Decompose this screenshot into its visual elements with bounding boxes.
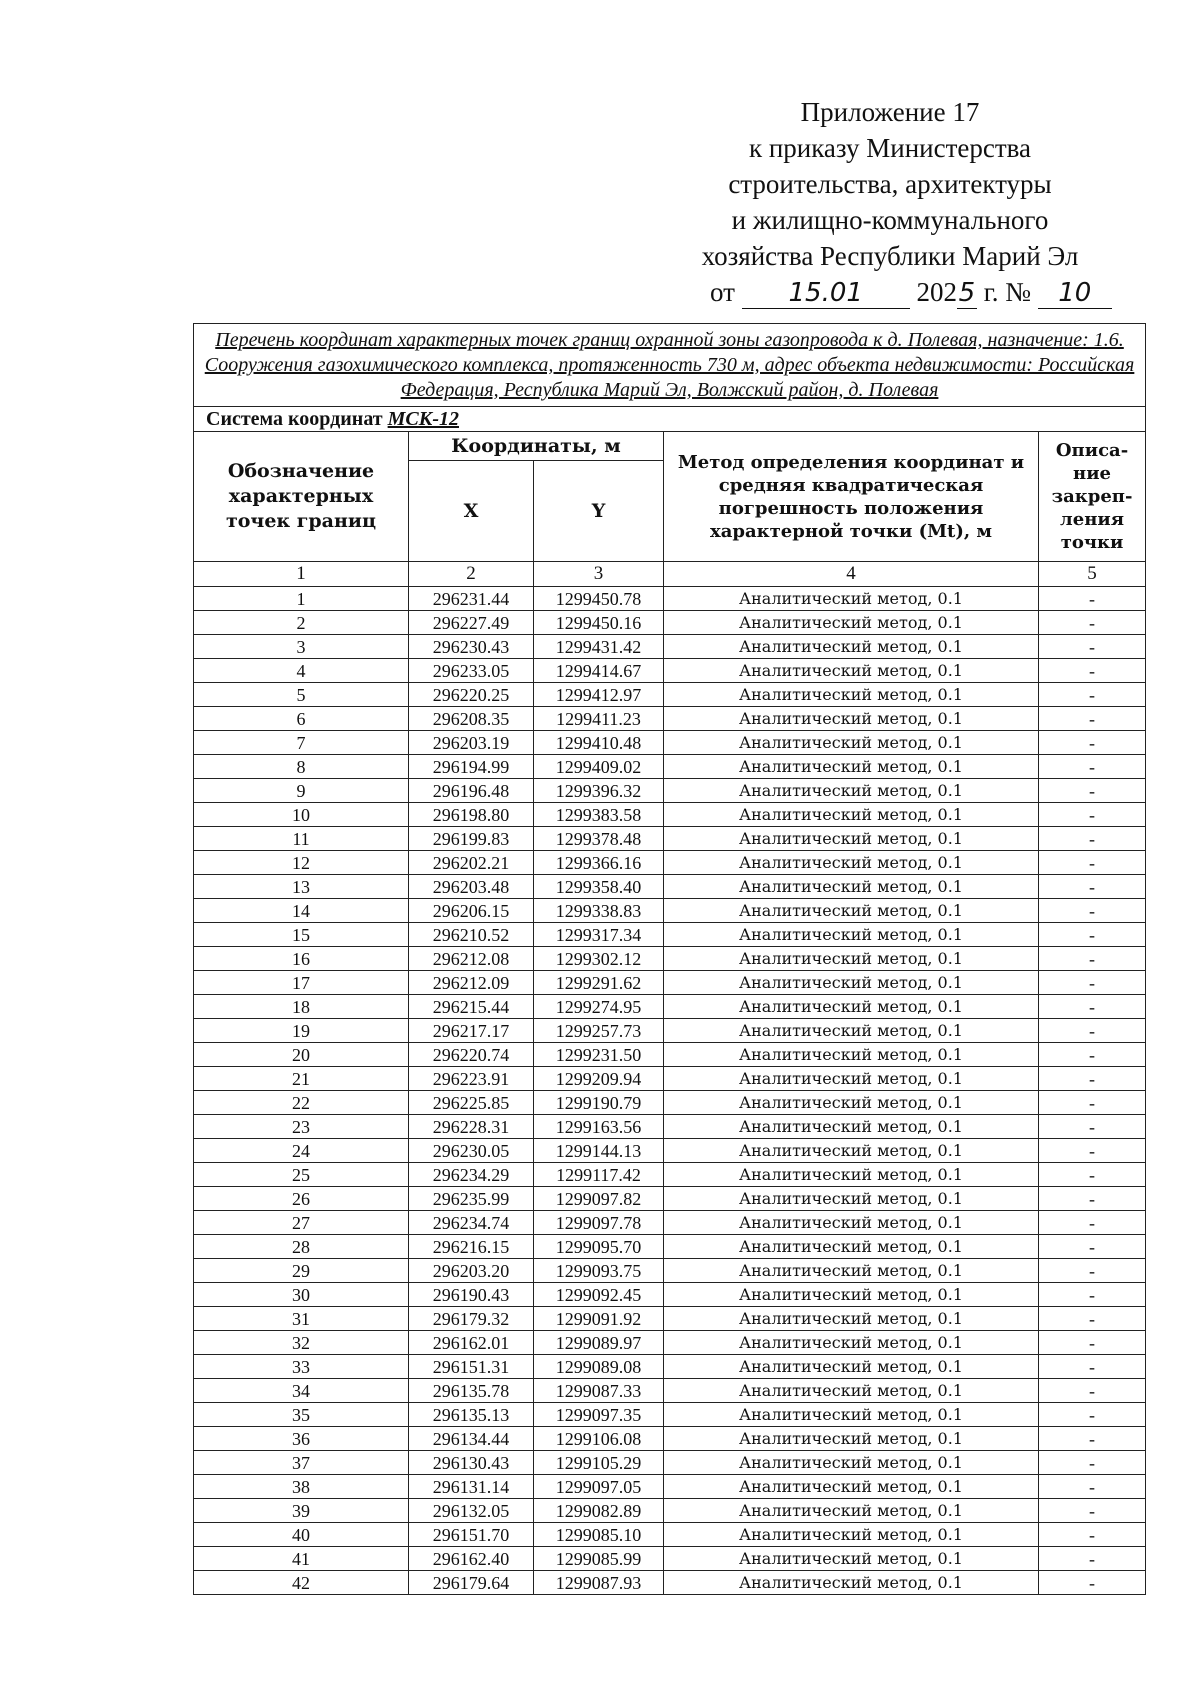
method-cell: Аналитический метод, 0.1: [664, 1523, 1039, 1547]
table-row: [194, 635, 1146, 659]
x-coord-cell: 296231.44: [409, 587, 534, 611]
x-coord-cell: 296199.83: [409, 827, 534, 851]
method-cell: Аналитический метод, 0.1: [664, 995, 1039, 1019]
col-number: 1: [194, 562, 409, 587]
y-coord-cell: 1299412.97: [534, 683, 664, 707]
y-coord-cell: 1299414.67: [534, 659, 664, 683]
table-row: [194, 1499, 1146, 1523]
description-cell: -: [1039, 1403, 1146, 1427]
point-id-cell: 29: [194, 1259, 409, 1283]
y-coord-cell: 1299431.42: [534, 635, 664, 659]
method-cell: Аналитический метод, 0.1: [664, 1547, 1039, 1571]
coordinates-table-body: [194, 587, 1146, 1595]
y-coord-cell: 1299106.08: [534, 1427, 664, 1451]
description-cell: -: [1039, 947, 1146, 971]
description-cell: -: [1039, 659, 1146, 683]
x-coord-cell: 296227.49: [409, 611, 534, 635]
table-row: [194, 971, 1146, 995]
point-id-cell: 5: [194, 683, 409, 707]
x-coord-cell: 296130.43: [409, 1451, 534, 1475]
description-cell: -: [1039, 1451, 1146, 1475]
col-number: 4: [664, 562, 1039, 587]
point-id-cell: 27: [194, 1211, 409, 1235]
x-coord-cell: 296151.31: [409, 1355, 534, 1379]
description-cell: -: [1039, 1139, 1146, 1163]
method-cell: Аналитический метод, 0.1: [664, 1331, 1039, 1355]
point-id-cell: 34: [194, 1379, 409, 1403]
col-header-y: Y: [534, 461, 664, 562]
table-row: [194, 1283, 1146, 1307]
y-coord-cell: 1299082.89: [534, 1499, 664, 1523]
coordinates-table-container: [193, 323, 1145, 1595]
table-row: [194, 1067, 1146, 1091]
x-coord-cell: 296220.25: [409, 683, 534, 707]
method-cell: Аналитический метод, 0.1: [664, 851, 1039, 875]
description-cell: -: [1039, 587, 1146, 611]
table-row: [194, 731, 1146, 755]
table-row: [194, 1523, 1146, 1547]
x-coord-cell: 296203.48: [409, 875, 534, 899]
method-cell: Аналитический метод, 0.1: [664, 827, 1039, 851]
method-cell: Аналитический метод, 0.1: [664, 1139, 1039, 1163]
description-cell: -: [1039, 707, 1146, 731]
y-coord-cell: 1299366.16: [534, 851, 664, 875]
description-cell: -: [1039, 1571, 1146, 1595]
method-cell: Аналитический метод, 0.1: [664, 1019, 1039, 1043]
x-coord-cell: 296162.40: [409, 1547, 534, 1571]
y-coord-cell: 1299378.48: [534, 827, 664, 851]
method-cell: Аналитический метод, 0.1: [664, 947, 1039, 971]
point-id-cell: 35: [194, 1403, 409, 1427]
point-id-cell: 40: [194, 1523, 409, 1547]
table-row: [194, 995, 1146, 1019]
order-date-handwritten: 15.01: [742, 278, 910, 309]
point-id-cell: 2: [194, 611, 409, 635]
method-cell: Аналитический метод, 0.1: [664, 875, 1039, 899]
method-cell: Аналитический метод, 0.1: [664, 779, 1039, 803]
description-cell: -: [1039, 1475, 1146, 1499]
method-cell: Аналитический метод, 0.1: [664, 1211, 1039, 1235]
method-cell: Аналитический метод, 0.1: [664, 707, 1039, 731]
method-cell: Аналитический метод, 0.1: [664, 1067, 1039, 1091]
y-coord-cell: 1299087.33: [534, 1379, 664, 1403]
description-cell: -: [1039, 1379, 1146, 1403]
table-row: [194, 875, 1146, 899]
y-coord-cell: 1299274.95: [534, 995, 664, 1019]
method-cell: Аналитический метод, 0.1: [664, 803, 1039, 827]
point-id-cell: 31: [194, 1307, 409, 1331]
x-coord-cell: 296234.29: [409, 1163, 534, 1187]
y-coord-cell: 1299089.97: [534, 1331, 664, 1355]
x-coord-cell: 296196.48: [409, 779, 534, 803]
table-row: [194, 1403, 1146, 1427]
method-cell: Аналитический метод, 0.1: [664, 1283, 1039, 1307]
year-handwritten: 5: [958, 278, 976, 308]
description-cell: -: [1039, 1547, 1146, 1571]
description-cell: -: [1039, 803, 1146, 827]
point-id-cell: 6: [194, 707, 409, 731]
table-row: [194, 1139, 1146, 1163]
description-cell: -: [1039, 1091, 1146, 1115]
y-coord-cell: 1299105.29: [534, 1451, 664, 1475]
y-coord-cell: 1299097.82: [534, 1187, 664, 1211]
coordinate-system-value: МСК-12: [387, 408, 459, 430]
x-coord-cell: 296179.32: [409, 1307, 534, 1331]
description-cell: -: [1039, 1427, 1146, 1451]
point-id-cell: 21: [194, 1067, 409, 1091]
y-coord-cell: 1299409.02: [534, 755, 664, 779]
description-cell: -: [1039, 611, 1146, 635]
x-coord-cell: 296203.19: [409, 731, 534, 755]
point-id-cell: 39: [194, 1499, 409, 1523]
x-coord-cell: 296230.05: [409, 1139, 534, 1163]
col-header-method: Метод определения координат и средняя квадратическая погрешность положения характерной точки (Mt), м: [664, 432, 1039, 562]
ministry-line-3: хозяйства Республики Марий Эл: [701, 241, 1079, 271]
coordinate-system-label: Система координат: [206, 408, 383, 430]
y-coord-cell: 1299410.48: [534, 731, 664, 755]
y-coord-cell: 1299089.08: [534, 1355, 664, 1379]
y-coord-cell: 1299257.73: [534, 1019, 664, 1043]
y-coord-cell: 1299093.75: [534, 1259, 664, 1283]
table-row: [194, 659, 1146, 683]
x-coord-cell: 296230.43: [409, 635, 534, 659]
table-row: [194, 587, 1146, 611]
description-cell: -: [1039, 779, 1146, 803]
x-coord-cell: 296210.52: [409, 923, 534, 947]
description-cell: -: [1039, 1499, 1146, 1523]
x-coord-cell: 296223.91: [409, 1067, 534, 1091]
point-id-cell: 13: [194, 875, 409, 899]
y-coord-cell: 1299396.32: [534, 779, 664, 803]
point-id-cell: 20: [194, 1043, 409, 1067]
description-cell: -: [1039, 1043, 1146, 1067]
y-coord-cell: 1299291.62: [534, 971, 664, 995]
method-cell: Аналитический метод, 0.1: [664, 1091, 1039, 1115]
y-coord-cell: 1299190.79: [534, 1091, 664, 1115]
table-row: [194, 1043, 1146, 1067]
table-title: Перечень координат характерных точек границ охранной зоны газопровода к д. Полевая, назначение: 1.6. Сооружения газохимического комплекса, протяженность 730 м, адрес объекта недвижимости: Российская Федерация, Республика Марий Эл, Волжский район, д. Полевая: [194, 324, 1146, 407]
description-cell: -: [1039, 1067, 1146, 1091]
point-id-cell: 28: [194, 1235, 409, 1259]
order-number-handwritten: 10: [1038, 278, 1112, 309]
method-cell: Аналитический метод, 0.1: [664, 1259, 1039, 1283]
document-header: [660, 94, 1120, 310]
x-coord-cell: 296206.15: [409, 899, 534, 923]
x-coord-cell: 296233.05: [409, 659, 534, 683]
coordinates-table: [193, 323, 1146, 1595]
point-id-cell: 8: [194, 755, 409, 779]
col-number: 5: [1039, 562, 1146, 587]
point-id-cell: 30: [194, 1283, 409, 1307]
description-cell: -: [1039, 683, 1146, 707]
x-coord-cell: 296215.44: [409, 995, 534, 1019]
col-number: 3: [534, 562, 664, 587]
coordinate-system: [194, 407, 1146, 432]
point-id-cell: 15: [194, 923, 409, 947]
method-cell: Аналитический метод, 0.1: [664, 971, 1039, 995]
col-header-designation: Обозначение характерных точек границ: [194, 432, 409, 562]
point-id-cell: 24: [194, 1139, 409, 1163]
ministry-line-1: строительства, архитектуры: [728, 169, 1052, 199]
table-row: [194, 1211, 1146, 1235]
table-row: [194, 947, 1146, 971]
y-coord-cell: 1299092.45: [534, 1283, 664, 1307]
table-row: [194, 1019, 1146, 1043]
method-cell: Аналитический метод, 0.1: [664, 1235, 1039, 1259]
table-row: [194, 1427, 1146, 1451]
table-row: [194, 1235, 1146, 1259]
table-row: [194, 923, 1146, 947]
x-coord-cell: 296212.08: [409, 947, 534, 971]
y-coord-cell: 1299085.99: [534, 1547, 664, 1571]
x-coord-cell: 296217.17: [409, 1019, 534, 1043]
x-coord-cell: 296203.20: [409, 1259, 534, 1283]
y-coord-cell: 1299450.78: [534, 587, 664, 611]
description-cell: -: [1039, 1163, 1146, 1187]
x-coord-cell: 296235.99: [409, 1187, 534, 1211]
column-numbers-row: [194, 562, 1146, 587]
x-coord-cell: 296225.85: [409, 1091, 534, 1115]
description-cell: -: [1039, 1331, 1146, 1355]
y-coord-cell: 1299097.05: [534, 1475, 664, 1499]
method-cell: Аналитический метод, 0.1: [664, 659, 1039, 683]
table-row: [194, 1547, 1146, 1571]
y-coord-cell: 1299209.94: [534, 1067, 664, 1091]
method-cell: Аналитический метод, 0.1: [664, 1475, 1039, 1499]
method-cell: Аналитический метод, 0.1: [664, 1403, 1039, 1427]
y-coord-cell: 1299338.83: [534, 899, 664, 923]
table-row: [194, 1259, 1146, 1283]
description-cell: -: [1039, 875, 1146, 899]
col-number: 2: [409, 562, 534, 587]
point-id-cell: 22: [194, 1091, 409, 1115]
point-id-cell: 9: [194, 779, 409, 803]
description-cell: -: [1039, 1355, 1146, 1379]
x-coord-cell: 296198.80: [409, 803, 534, 827]
point-id-cell: 26: [194, 1187, 409, 1211]
x-coord-cell: 296135.13: [409, 1403, 534, 1427]
method-cell: Аналитический метод, 0.1: [664, 1499, 1039, 1523]
x-coord-cell: 296132.05: [409, 1499, 534, 1523]
table-row: [194, 755, 1146, 779]
x-coord-cell: 296202.21: [409, 851, 534, 875]
x-coord-cell: 296212.09: [409, 971, 534, 995]
point-id-cell: 7: [194, 731, 409, 755]
description-cell: -: [1039, 1523, 1146, 1547]
description-cell: -: [1039, 1187, 1146, 1211]
method-cell: Аналитический метод, 0.1: [664, 611, 1039, 635]
x-coord-cell: 296134.44: [409, 1427, 534, 1451]
table-row: [194, 1571, 1146, 1595]
x-coord-cell: 296234.74: [409, 1211, 534, 1235]
point-id-cell: 38: [194, 1475, 409, 1499]
description-cell: -: [1039, 1019, 1146, 1043]
method-cell: Аналитический метод, 0.1: [664, 899, 1039, 923]
point-id-cell: 18: [194, 995, 409, 1019]
table-row: [194, 851, 1146, 875]
point-id-cell: 32: [194, 1331, 409, 1355]
y-coord-cell: 1299358.40: [534, 875, 664, 899]
point-id-cell: 33: [194, 1355, 409, 1379]
col-header-x: X: [409, 461, 534, 562]
method-cell: Аналитический метод, 0.1: [664, 1379, 1039, 1403]
method-cell: Аналитический метод, 0.1: [664, 923, 1039, 947]
point-id-cell: 37: [194, 1451, 409, 1475]
table-row: [194, 1475, 1146, 1499]
method-cell: Аналитический метод, 0.1: [664, 1427, 1039, 1451]
description-cell: -: [1039, 851, 1146, 875]
y-coord-cell: 1299302.12: [534, 947, 664, 971]
method-cell: Аналитический метод, 0.1: [664, 1451, 1039, 1475]
method-cell: Аналитический метод, 0.1: [664, 1115, 1039, 1139]
point-id-cell: 10: [194, 803, 409, 827]
point-id-cell: 16: [194, 947, 409, 971]
table-row: [194, 1355, 1146, 1379]
table-row: [194, 707, 1146, 731]
x-coord-cell: 296228.31: [409, 1115, 534, 1139]
point-id-cell: 23: [194, 1115, 409, 1139]
point-id-cell: 12: [194, 851, 409, 875]
description-cell: -: [1039, 1211, 1146, 1235]
y-coord-cell: 1299097.35: [534, 1403, 664, 1427]
method-cell: Аналитический метод, 0.1: [664, 1163, 1039, 1187]
method-cell: Аналитический метод, 0.1: [664, 755, 1039, 779]
appendix-title: Приложение 17: [800, 97, 980, 127]
order-number-label: г. №: [983, 277, 1031, 307]
table-row: [194, 827, 1146, 851]
description-cell: -: [1039, 971, 1146, 995]
method-cell: Аналитический метод, 0.1: [664, 1043, 1039, 1067]
table-row: [194, 899, 1146, 923]
description-cell: -: [1039, 827, 1146, 851]
y-coord-cell: 1299383.58: [534, 803, 664, 827]
col-header-description: Описа-ние закреп-ления точки: [1039, 432, 1146, 562]
table-row: [194, 1163, 1146, 1187]
table-row: [194, 1451, 1146, 1475]
x-coord-cell: 296131.14: [409, 1475, 534, 1499]
table-row: [194, 1331, 1146, 1355]
description-cell: -: [1039, 755, 1146, 779]
y-coord-cell: 1299095.70: [534, 1235, 664, 1259]
x-coord-cell: 296220.74: [409, 1043, 534, 1067]
point-id-cell: 1: [194, 587, 409, 611]
order-date-line: [660, 274, 1120, 310]
point-id-cell: 11: [194, 827, 409, 851]
method-cell: Аналитический метод, 0.1: [664, 683, 1039, 707]
description-cell: -: [1039, 635, 1146, 659]
y-coord-cell: 1299411.23: [534, 707, 664, 731]
table-row: [194, 1115, 1146, 1139]
point-id-cell: 4: [194, 659, 409, 683]
method-cell: Аналитический метод, 0.1: [664, 731, 1039, 755]
description-cell: -: [1039, 923, 1146, 947]
point-id-cell: 25: [194, 1163, 409, 1187]
method-cell: Аналитический метод, 0.1: [664, 1355, 1039, 1379]
x-coord-cell: 296208.35: [409, 707, 534, 731]
y-coord-cell: 1299163.56: [534, 1115, 664, 1139]
method-cell: Аналитический метод, 0.1: [664, 635, 1039, 659]
y-coord-cell: 1299091.92: [534, 1307, 664, 1331]
x-coord-cell: 296190.43: [409, 1283, 534, 1307]
description-cell: -: [1039, 1259, 1146, 1283]
point-id-cell: 19: [194, 1019, 409, 1043]
method-cell: Аналитический метод, 0.1: [664, 1571, 1039, 1595]
x-coord-cell: 296135.78: [409, 1379, 534, 1403]
point-id-cell: 14: [194, 899, 409, 923]
y-coord-cell: 1299097.78: [534, 1211, 664, 1235]
y-coord-cell: 1299087.93: [534, 1571, 664, 1595]
description-cell: -: [1039, 731, 1146, 755]
x-coord-cell: 296151.70: [409, 1523, 534, 1547]
ot-label: от: [710, 277, 735, 307]
method-cell: Аналитический метод, 0.1: [664, 587, 1039, 611]
table-row: [194, 1307, 1146, 1331]
y-coord-cell: 1299144.13: [534, 1139, 664, 1163]
point-id-cell: 3: [194, 635, 409, 659]
x-coord-cell: 296194.99: [409, 755, 534, 779]
description-cell: -: [1039, 1115, 1146, 1139]
x-coord-cell: 296179.64: [409, 1571, 534, 1595]
point-id-cell: 36: [194, 1427, 409, 1451]
table-row: [194, 1379, 1146, 1403]
description-cell: -: [1039, 1235, 1146, 1259]
col-header-coordinates: Координаты, м: [409, 432, 664, 461]
y-coord-cell: 1299450.16: [534, 611, 664, 635]
point-id-cell: 41: [194, 1547, 409, 1571]
point-id-cell: 17: [194, 971, 409, 995]
description-cell: -: [1039, 899, 1146, 923]
table-row: [194, 683, 1146, 707]
ministry-line-2: и жилищно-коммунального: [731, 205, 1049, 235]
description-cell: -: [1039, 995, 1146, 1019]
y-coord-cell: 1299317.34: [534, 923, 664, 947]
x-coord-cell: 296162.01: [409, 1331, 534, 1355]
y-coord-cell: 1299231.50: [534, 1043, 664, 1067]
x-coord-cell: 296216.15: [409, 1235, 534, 1259]
description-cell: -: [1039, 1283, 1146, 1307]
point-id-cell: 42: [194, 1571, 409, 1595]
method-cell: Аналитический метод, 0.1: [664, 1187, 1039, 1211]
y-coord-cell: 1299085.10: [534, 1523, 664, 1547]
table-row: [194, 1091, 1146, 1115]
table-row: [194, 611, 1146, 635]
year-prefix: 202: [916, 277, 957, 307]
description-cell: -: [1039, 1307, 1146, 1331]
y-coord-cell: 1299117.42: [534, 1163, 664, 1187]
method-cell: Аналитический метод, 0.1: [664, 1307, 1039, 1331]
order-ref-line: к приказу Министерства: [748, 133, 1032, 163]
table-row: [194, 1187, 1146, 1211]
table-row: [194, 779, 1146, 803]
table-row: [194, 803, 1146, 827]
